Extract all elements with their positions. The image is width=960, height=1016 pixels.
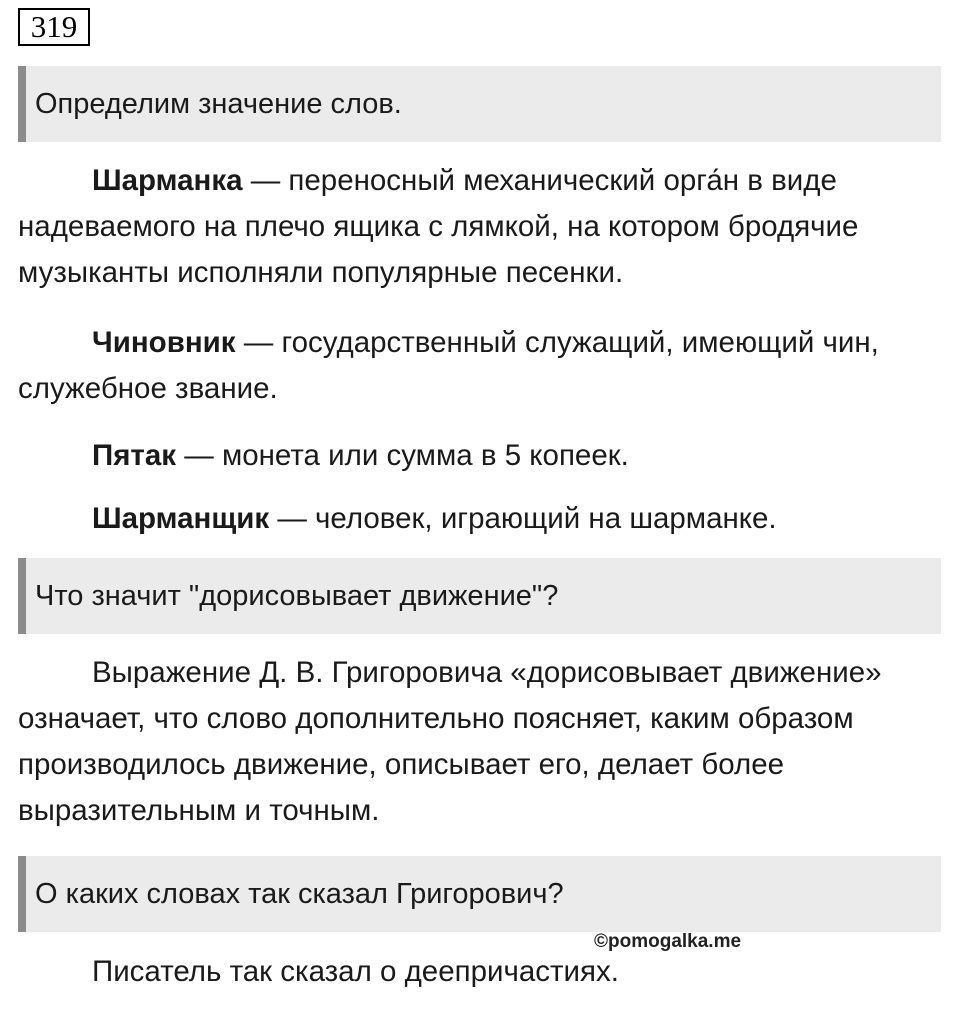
definition-term: Пятак: [92, 439, 177, 472]
watermark: ©pomogalka.me: [594, 931, 742, 952]
definition-paragraph: [18, 496, 942, 542]
definition-term: Шарманка: [92, 164, 243, 197]
answer-paragraph: Писатель так сказал о деепричастиях.: [92, 955, 619, 988]
definition-text: — человек, играющий на шарманке.: [269, 502, 777, 535]
definition-text: — государственный служащий, имеющий чин, служебное звание.: [18, 326, 879, 405]
definition-paragraph: [18, 158, 942, 296]
answer-paragraph: Выражение Д. В. Григоровича «дорисовывает движение» означает, что слово дополнительно поясняет, каким образом производилось движение, описывает его, делает более выразительным и точным.: [18, 656, 882, 827]
page-number: 319: [18, 8, 90, 46]
definition-text: — монета или сумма в 5 копеек.: [176, 439, 629, 472]
definition-term: Чиновник: [92, 326, 236, 359]
definition-text: — переносный механический орга́н в виде надеваемого на плечо ящика с лямкой, на котором бродячие музыканты исполняли популярные песенки.: [18, 164, 859, 289]
question-heading: Что значит "дорисовывает движение"?: [18, 558, 941, 634]
definition-term: Шарманщик: [92, 502, 270, 535]
definition-paragraph: [18, 320, 942, 412]
question-heading: Определим значение слов.: [18, 66, 941, 142]
definition-paragraph: [18, 433, 942, 479]
question-heading: О каких словах так сказал Григорович?: [18, 856, 941, 932]
